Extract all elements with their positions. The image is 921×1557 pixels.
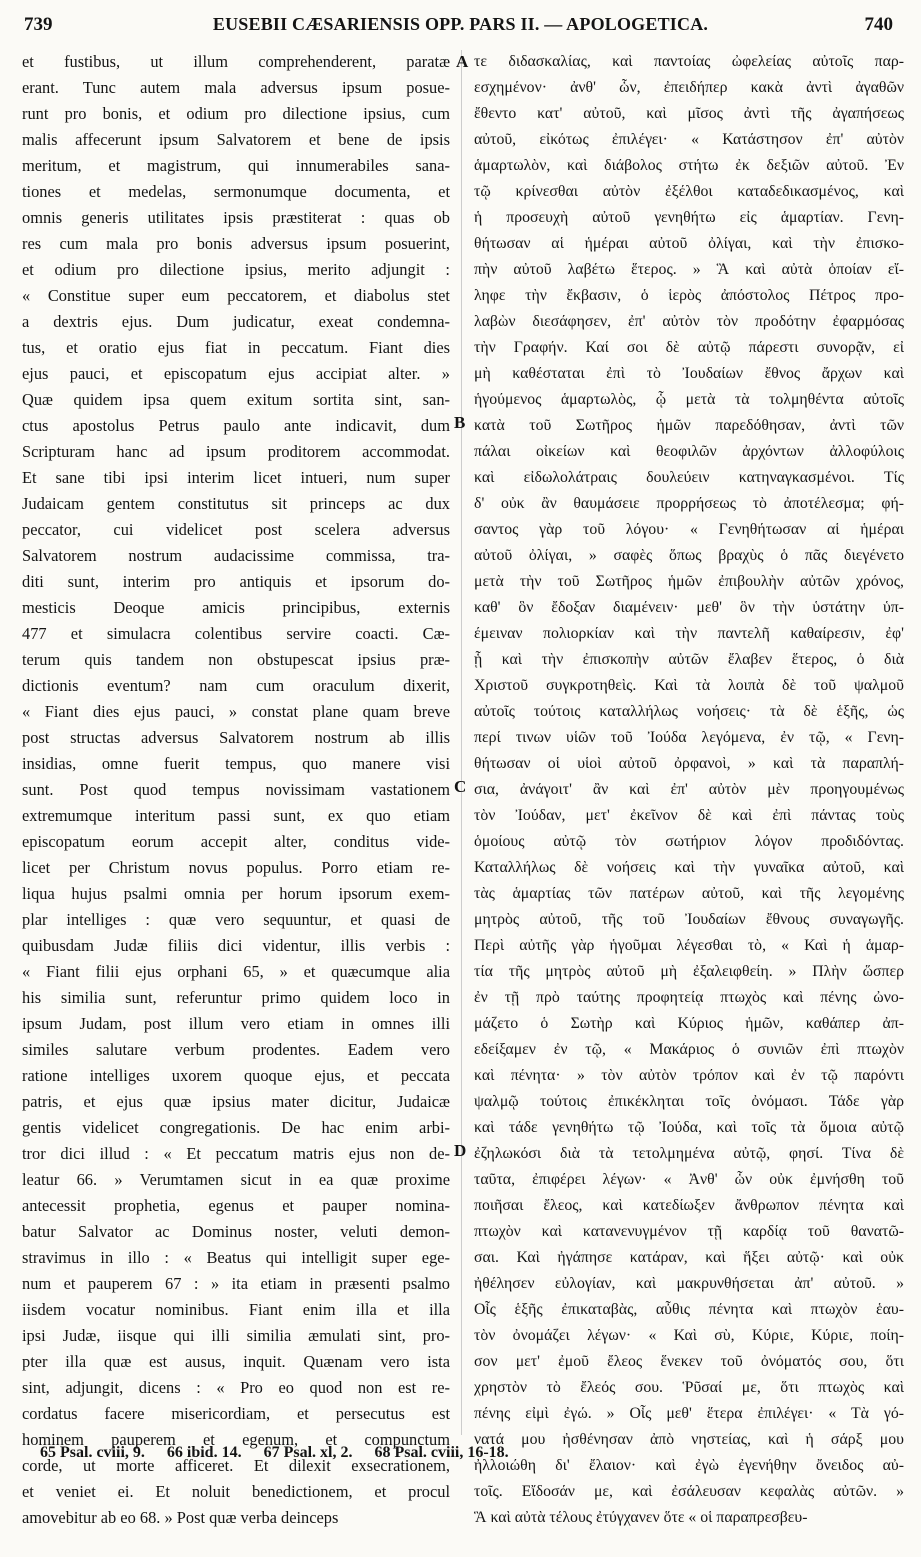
footnote: 66 ibid. 14. <box>166 1444 242 1461</box>
latin-text-line: a dextris ejus. Dum judicatur, exeat condemna- <box>22 312 450 331</box>
latin-text-line: extremumque interitum passi sunt, ex quo etiam <box>22 806 450 825</box>
footnote: 65 Psal. cviii, 9. <box>40 1444 145 1461</box>
latin-text-line: liqua hujus psalmi omnia per horum ipsorum exem- <box>22 884 450 903</box>
greek-text-line: εδείξαμεν ἐν τῷ, « Μακάριος ὁ συνιῶν ἐπὶ πτωχὸν <box>474 1041 904 1058</box>
greek-text-line: καθ' ὃν ἔδοξαν διαμένειν· μεθ' ὃν τὴν ὑστάτην ὑπ- <box>474 599 904 616</box>
column-divider <box>461 50 462 1435</box>
margin-letter-c: C <box>454 777 467 796</box>
latin-text-line: ctus apostolus Petrus paulo ante indicavit, dum <box>22 416 450 435</box>
greek-text-line: λαβὼν διεσάφησεν, ἐπ' αὐτὸν τὸν προδότην ἐφαρμόσας <box>474 313 904 330</box>
latin-text-line: hominem pauperem et egenum, et compunctum <box>22 1430 450 1449</box>
greek-text-line: αὐτοῦ ὀλίγαι, » σαφὲς ὅπως βραχὺς ὁ πᾶς διεγένετο <box>474 547 904 564</box>
latin-text-line: iisdem vocatur nominibus. Fiant enim illa et illa <box>22 1300 450 1319</box>
greek-text-line: τὸν Ἰούδαν, μετ' ἐκεῖνον δὲ καὶ ἐπὶ πάντας τοὺς <box>474 807 904 824</box>
greek-text-line: περί τινων υἱῶν τοῦ Ἰούδα λεγόμενα, ἐν τῷ, « Γενη- <box>474 729 904 746</box>
greek-text-line: σαντος γὰρ τοῦ λόγου· « Γενηθήτωσαν αἱ ἡμέραι <box>474 521 904 538</box>
running-header <box>0 14 921 40</box>
latin-text-line: stravimus in illo : « Beatus qui intelligit super ege- <box>22 1248 450 1267</box>
latin-text-line: Et sane tibi ipsi interim licet intueri, num super <box>22 468 450 487</box>
latin-text-line: « Constitue super eum peccatorem, et diabolus stet <box>22 286 450 305</box>
latin-text-line: ejus pauci, et episcopatum ejus accipiat alter. » <box>22 364 450 383</box>
greek-text-line: έμειναν πολιορκίαν καὶ τὴν παντελῆ καθαίρεσιν, ἐφ' <box>474 625 904 642</box>
greek-text-line: θήτωσαν οἱ υἱοὶ αὐτοῦ ὀρφανοὶ, » καὶ τὰ παραπλή- <box>474 755 904 772</box>
greek-text-line: ψαλμῷ τούτοις ἐπικέκληται τοῖς ὀνόμασι. Τάδε γὰρ <box>474 1093 904 1110</box>
greek-text-line: πάλαι οἰκείων καὶ θεοφιλῶν ἀρχόντων ἀλλοφύλοις <box>474 443 904 460</box>
margin-letter-d: D <box>454 1141 467 1160</box>
latin-text-line: cordatus facere misericordiam, et persecutus est <box>22 1404 450 1423</box>
page-number-right: 740 <box>864 14 893 35</box>
greek-text-line: Καταλλήλως δὲ νοήσεις καὶ τὴν γυναῖκα αὐτοῦ, καὶ <box>474 859 904 876</box>
latin-text-line: num et pauperem 67 : » ita etiam in præsenti psalmo <box>22 1274 450 1293</box>
greek-text-line: τὸν ὀνομάζει λέγων· « Καὶ σὺ, Κύριε, Κύριε, ποίη- <box>474 1327 904 1344</box>
latin-text-line: 477 et simulacra colentibus servire coacti. Cæ- <box>22 624 450 643</box>
latin-column <box>22 49 450 1531</box>
latin-text-line: Salvatorem nostrum audacissime commissa, tra- <box>22 546 450 565</box>
latin-text-line: peccator, cui videlicet post scelera adversus <box>22 520 450 539</box>
running-title: EUSEBII CÆSARIENSIS OPP. PARS II. — APOLOGETICA. <box>212 14 709 34</box>
latin-text-line: corde, ut morte afficeret. Et dilexit exsecrationem, <box>22 1456 450 1475</box>
latin-text-line: his similia sunt, referuntur primo quidem loco in <box>22 988 450 1007</box>
latin-text-line: quibusdam Judæ filiis dici videntur, illis verbis : <box>22 936 450 955</box>
greek-text-line: Οἷς ἑξῆς ἐπικαταβὰς, αὖθις πένητα καὶ πτωχὸν ἑαυ- <box>474 1301 904 1318</box>
greek-text-line: καὶ τάδε γενηθήτω τῷ Ἰούδα, καὶ τοῖς τὰ ὅμοια αὐτῷ <box>474 1119 904 1136</box>
greek-text-line: ἐζηλωκόσι διὰ τὰ τετολμημένα αὐτῷ, φησί. Τίνα δὲ <box>474 1145 904 1162</box>
greek-text-line: εσχημένον· ἀνθ' ὧν, ἐπειδήπερ κακὰ ἀντὶ ἀγαθῶν <box>474 79 904 96</box>
greek-text-line: πτωχὸν καὶ κατανενυγμένον τῇ καρδίᾳ τοῦ θανατῶ- <box>474 1223 904 1240</box>
greek-text-line: καὶ εἰδωλολάτραις δουλεύειν κατηναγκασμένοι. Τίς <box>474 469 904 486</box>
latin-text-line: gentis videlicet congregationis. De hac enim arbi- <box>22 1118 450 1137</box>
latin-text-line: et fustibus, ut illum comprehenderent, paratæ <box>22 52 450 71</box>
latin-text-line: malis affecerunt ipsum Salvatorem et bene de ipsis <box>22 130 450 149</box>
greek-text-line: νατά μου ἠσθένησαν ἀπὸ νηστείας, καὶ ἡ σάρξ μου <box>474 1431 904 1448</box>
greek-text-line: αὐτοῦ, εἰκότως ἐπιλέγει· « Κατάστησον ἐπ' αὐτὸν <box>474 131 904 148</box>
greek-text-line: Περὶ αὐτῆς γὰρ ἡγοῦμαι λέγεσθαι τὸ, « Καὶ ἡ ἁμαρ- <box>474 937 904 954</box>
latin-text-line: sunt. Post quod tempus novissimam vastationem <box>22 780 450 799</box>
latin-text-line: et odium pro dilectione ipsius, merito adjungit : <box>22 260 450 279</box>
greek-text-line: τῷ κρίνεσθαι αὐτὸν ἐξέλθοι καταδεδικασμένος, καὶ <box>474 183 904 200</box>
latin-text-line: episcopatum eorum accepit alter, conditus vide- <box>22 832 450 851</box>
greek-text-line: πὴν αὐτοῦ λαβέτω ἕτερος. » Ἃ καὶ αὐτὰ ὁποίαν εἴ- <box>474 261 904 278</box>
greek-text-line: σαι. Καὶ ἠγάπησε κατάραν, καὶ ἥξει αὐτῷ· καὶ οὐκ <box>474 1249 904 1266</box>
latin-text-line: insidias, omne fuerit tempus, quo manere visi <box>22 754 450 773</box>
greek-text-line: μὴ καθέσταται ἐπὶ τὸ Ἰουδαίων ἔθνος ἄρχων καὶ <box>474 365 904 382</box>
greek-text-line: μετὰ τὴν τοῦ Σωτῆρος ἡμῶν ἐπιβουλὴν αὐτῶν χρόνος, <box>474 573 904 590</box>
latin-text-line: ipsum Judam, post illum vero etiam in omnes illi <box>22 1014 450 1033</box>
latin-text-line: tus, et oratio ejus fiat in peccatum. Fiant dies <box>22 338 450 357</box>
greek-text-line: ταῦτα, ἐπιφέρει λέγων· « Ἀνθ' ὧν οὐκ ἐμνήσθη τοῦ <box>474 1171 904 1188</box>
greek-text-line: δ' οὐκ ἂν θαυμάσειε προρρήσεως τὸ ἀποτέλεσμα; φή- <box>474 495 904 512</box>
latin-text-line: Scripturam hanc ad ipsum proditorem accommodat. <box>22 442 450 461</box>
latin-text-line: ipsi Judæ, iisque qui illi similia æmulati sint, pro- <box>22 1326 450 1345</box>
footnote: 67 Psal. xl, 2. <box>263 1444 353 1461</box>
greek-text-line: ἡγούμενος ἁμαρτωλὸς, ᾧ μετὰ τὰ τολμηθέντα αὐτοῖς <box>474 391 904 408</box>
greek-text-line: καὶ πένητα· » τὸν αὐτὸν τρόπον καὶ ἐν τῷ παρόντι <box>474 1067 904 1084</box>
latin-text-line: diti sunt, interim pro antiquis et ipsorum do- <box>22 572 450 591</box>
latin-text-line: pter illa quæ est ausus, inquit. Quænam vero ista <box>22 1352 450 1371</box>
margin-letter-a: A <box>456 52 469 71</box>
greek-text-line: ἁμαρτωλὸν, καὶ διάβολος στήτω ἐκ δεξιῶν αὐτοῦ. Ἐν <box>474 157 904 174</box>
greek-text-line: ἠθέλησεν εὐλογίαν, καὶ μακρυνθήσεται ἀπ' αὐτοῦ. » <box>474 1275 904 1292</box>
latin-text-line: erant. Tunc autem mala adversus ipsum posue- <box>22 78 450 97</box>
latin-text-line: omnis generis utilitates ipsis præstiterat : quas ob <box>22 208 450 227</box>
latin-text-line: et veniet ei. Et noluit benedictionem, et procul <box>22 1482 450 1501</box>
footnotes <box>40 1444 900 1462</box>
latin-text-line: « Fiant filii ejus orphani 65, » et quæcumque alia <box>22 962 450 981</box>
latin-text-line: dictionis eventum? nam cum oraculum dixerit, <box>22 676 450 695</box>
latin-text-line: res cum mala pro bonis adversus ipsum posuerint, <box>22 234 450 253</box>
greek-text-line: τε διδασκαλίας, καὶ παντοίας ὠφελείας αὐτοῖς παρ- <box>474 53 904 70</box>
greek-text-line: ἡ προσευχὴ αὐτοῦ γενηθήτω εἰς ἁμαρτίαν. Γενη- <box>474 209 904 226</box>
greek-column <box>474 49 904 1531</box>
page-number-left: 739 <box>24 14 53 35</box>
greek-text-line: μητρὸς αὐτοῦ, τῆς τοῦ Ἰουδαίων ἔθνους συναγωγῆς. <box>474 911 904 928</box>
greek-text-line: τοῖς. Εἴδοσάν με, καὶ ἐσάλευσαν κεφαλὰς αὐτῶν. » <box>474 1483 904 1500</box>
latin-text-line: tiones et medelas, sermonumque documenta, et <box>22 182 450 201</box>
greek-text-line: ποιῆσαι ἔλεος, καὶ κατεδίωξεν ἄνθρωπον πένητα καὶ <box>474 1197 904 1214</box>
greek-text-line: τὴν Γραφήν. Καί σοι δὲ αὐτῷ πάρεστι συνορᾷν, εἰ <box>474 339 904 356</box>
greek-text-line: Χριστοῦ συγκροτηθεὶς. Καὶ τὰ λοιπὰ δὲ τοῦ ψαλμοῦ <box>474 677 904 694</box>
latin-text-line: Quæ quidem ipsa quem exitum sortita sint, san- <box>22 390 450 409</box>
greek-text-line: θήτωσαν αἱ ἡμέραι αὐτοῦ ὀλίγαι, καὶ τὴν ἐπισκο- <box>474 235 904 252</box>
greek-text-line: αὐτοῖς τούτοις καταλλήλως νοήσεις· τὰ δὲ ἑξῆς, ὡς <box>474 703 904 720</box>
greek-text-line: σον μετ' ἐμοῦ ἔλεος ἕνεκεν τοῦ ὀνόματός σου, ὅτι <box>474 1353 904 1370</box>
greek-text-line: μάζετο ὁ Σωτὴρ καὶ Κύριος ἡμῶν, καθάπερ ἀπ- <box>474 1015 904 1032</box>
greek-text-line: ληφε τὴν ἔκβασιν, ὁ ἱερὸς ἀπόστολος Πέτρος προ- <box>474 287 904 304</box>
greek-text-line: ὁμοίους αὐτῷ τὸν σωτήριον λόγον προδιδόντας. <box>474 833 904 850</box>
margin-letter-b: B <box>454 413 466 432</box>
latin-text-line: runt pro bonis, et odium pro dilectione ipsius, cum <box>22 104 450 123</box>
footnote: 68 Psal. cviii, 16-18. <box>374 1444 509 1461</box>
latin-text-line: tror dici illud : « Et peccatum matris ejus non de- <box>22 1144 450 1163</box>
latin-text-line: terum quis tandem non obstupescat ipsius præ- <box>22 650 450 669</box>
latin-text-line: post structas adversus Salvatorem nostrum ab illis <box>22 728 450 747</box>
latin-text-line: plar intelliges : quæ vero sequuntur, et quasi de <box>22 910 450 929</box>
greek-text-line: χρηστὸν τὸ ἔλεός σου. Ῥῦσαί με, ὅτι πτωχὸς καὶ <box>474 1379 904 1396</box>
latin-text-line: meritum, et magistrum, qui innumerabiles sana- <box>22 156 450 175</box>
greek-text-line: σια, ἀνάγοιτ' ἂν καὶ ἐπ' αὐτὸν μὲν προηγουμένως <box>474 781 904 798</box>
latin-text-line: leatur 66. » Verumtamen sicut in ea quæ proxime <box>22 1170 450 1189</box>
latin-text-line: antecessit prophetia, egenus et pauper nomina- <box>22 1196 450 1215</box>
latin-text-line: Judaicam gentem constitutus sit princeps ac dux <box>22 494 450 513</box>
greek-text-line: ἠλλοιώθη δι' ἔλαιον· καὶ ἐγὼ ἐγενήθην ὄνειδος αὐ- <box>474 1457 904 1474</box>
latin-text-line: « Fiant dies ejus pauci, » constat plane quam breve <box>22 702 450 721</box>
greek-text-line: ᾗ καὶ τὴν ἐπισκοπὴν αὐτῶν ἔλαβεν ἕτερος, ὁ διὰ <box>474 651 904 668</box>
latin-text-line: sint, adjungit, dicens : « Pro eo quod non est re- <box>22 1378 450 1397</box>
greek-text-line: πένης εἰμὶ ἐγώ. » Οἷς μεθ' ἕτερα ἐπιλέγει· « Τὰ γό- <box>474 1405 904 1422</box>
latin-text-line: amovebitur ab eo 68. » Post quæ verba deinceps <box>22 1508 339 1527</box>
latin-text-line: mesticis Deoque amicis principibus, externis <box>22 598 450 617</box>
greek-text-line: κατὰ τοῦ Σωτῆρος ἡμῶν παρεδόθησαν, ἀντὶ τῶν <box>474 417 904 434</box>
greek-text-line: τία τῆς μητρὸς αὐτοῦ μὴ ἐξαλειφθείη. » Πλὴν ὥσπερ <box>474 963 904 980</box>
latin-text-line: patris, et ejus quæ ipsius mater dicitur, Judaicæ <box>22 1092 450 1111</box>
latin-text-line: licet per Christum novus populus. Porro etiam re- <box>22 858 450 877</box>
greek-text-line: ἐν τῇ πρὸ ταύτης προφητείᾳ πτωχὸς καὶ πένης ὠνο- <box>474 989 904 1006</box>
latin-text-line: ratione intelliges uxorem quoque ejus, et peccata <box>22 1066 450 1085</box>
greek-text-line: ἔθεντο κατ' αὐτοῦ, καὶ μῖσος ἀντὶ τῆς ἀγαπήσεως <box>474 105 904 122</box>
greek-text-line: τὰς ἁμαρτίας τῶν πατέρων αὐτοῦ, καὶ τῆς λεγομένης <box>474 885 904 902</box>
latin-text-line: batur Salvator ac Dominus noster, veluti demon- <box>22 1222 450 1241</box>
greek-text-line: Ἃ καὶ αὐτὰ τέλους ἐτύγχανεν ὅτε « οἱ παραπρεσβευ- <box>474 1509 808 1526</box>
latin-text-line: similes salutare verbum prodentes. Eadem vero <box>22 1040 450 1059</box>
